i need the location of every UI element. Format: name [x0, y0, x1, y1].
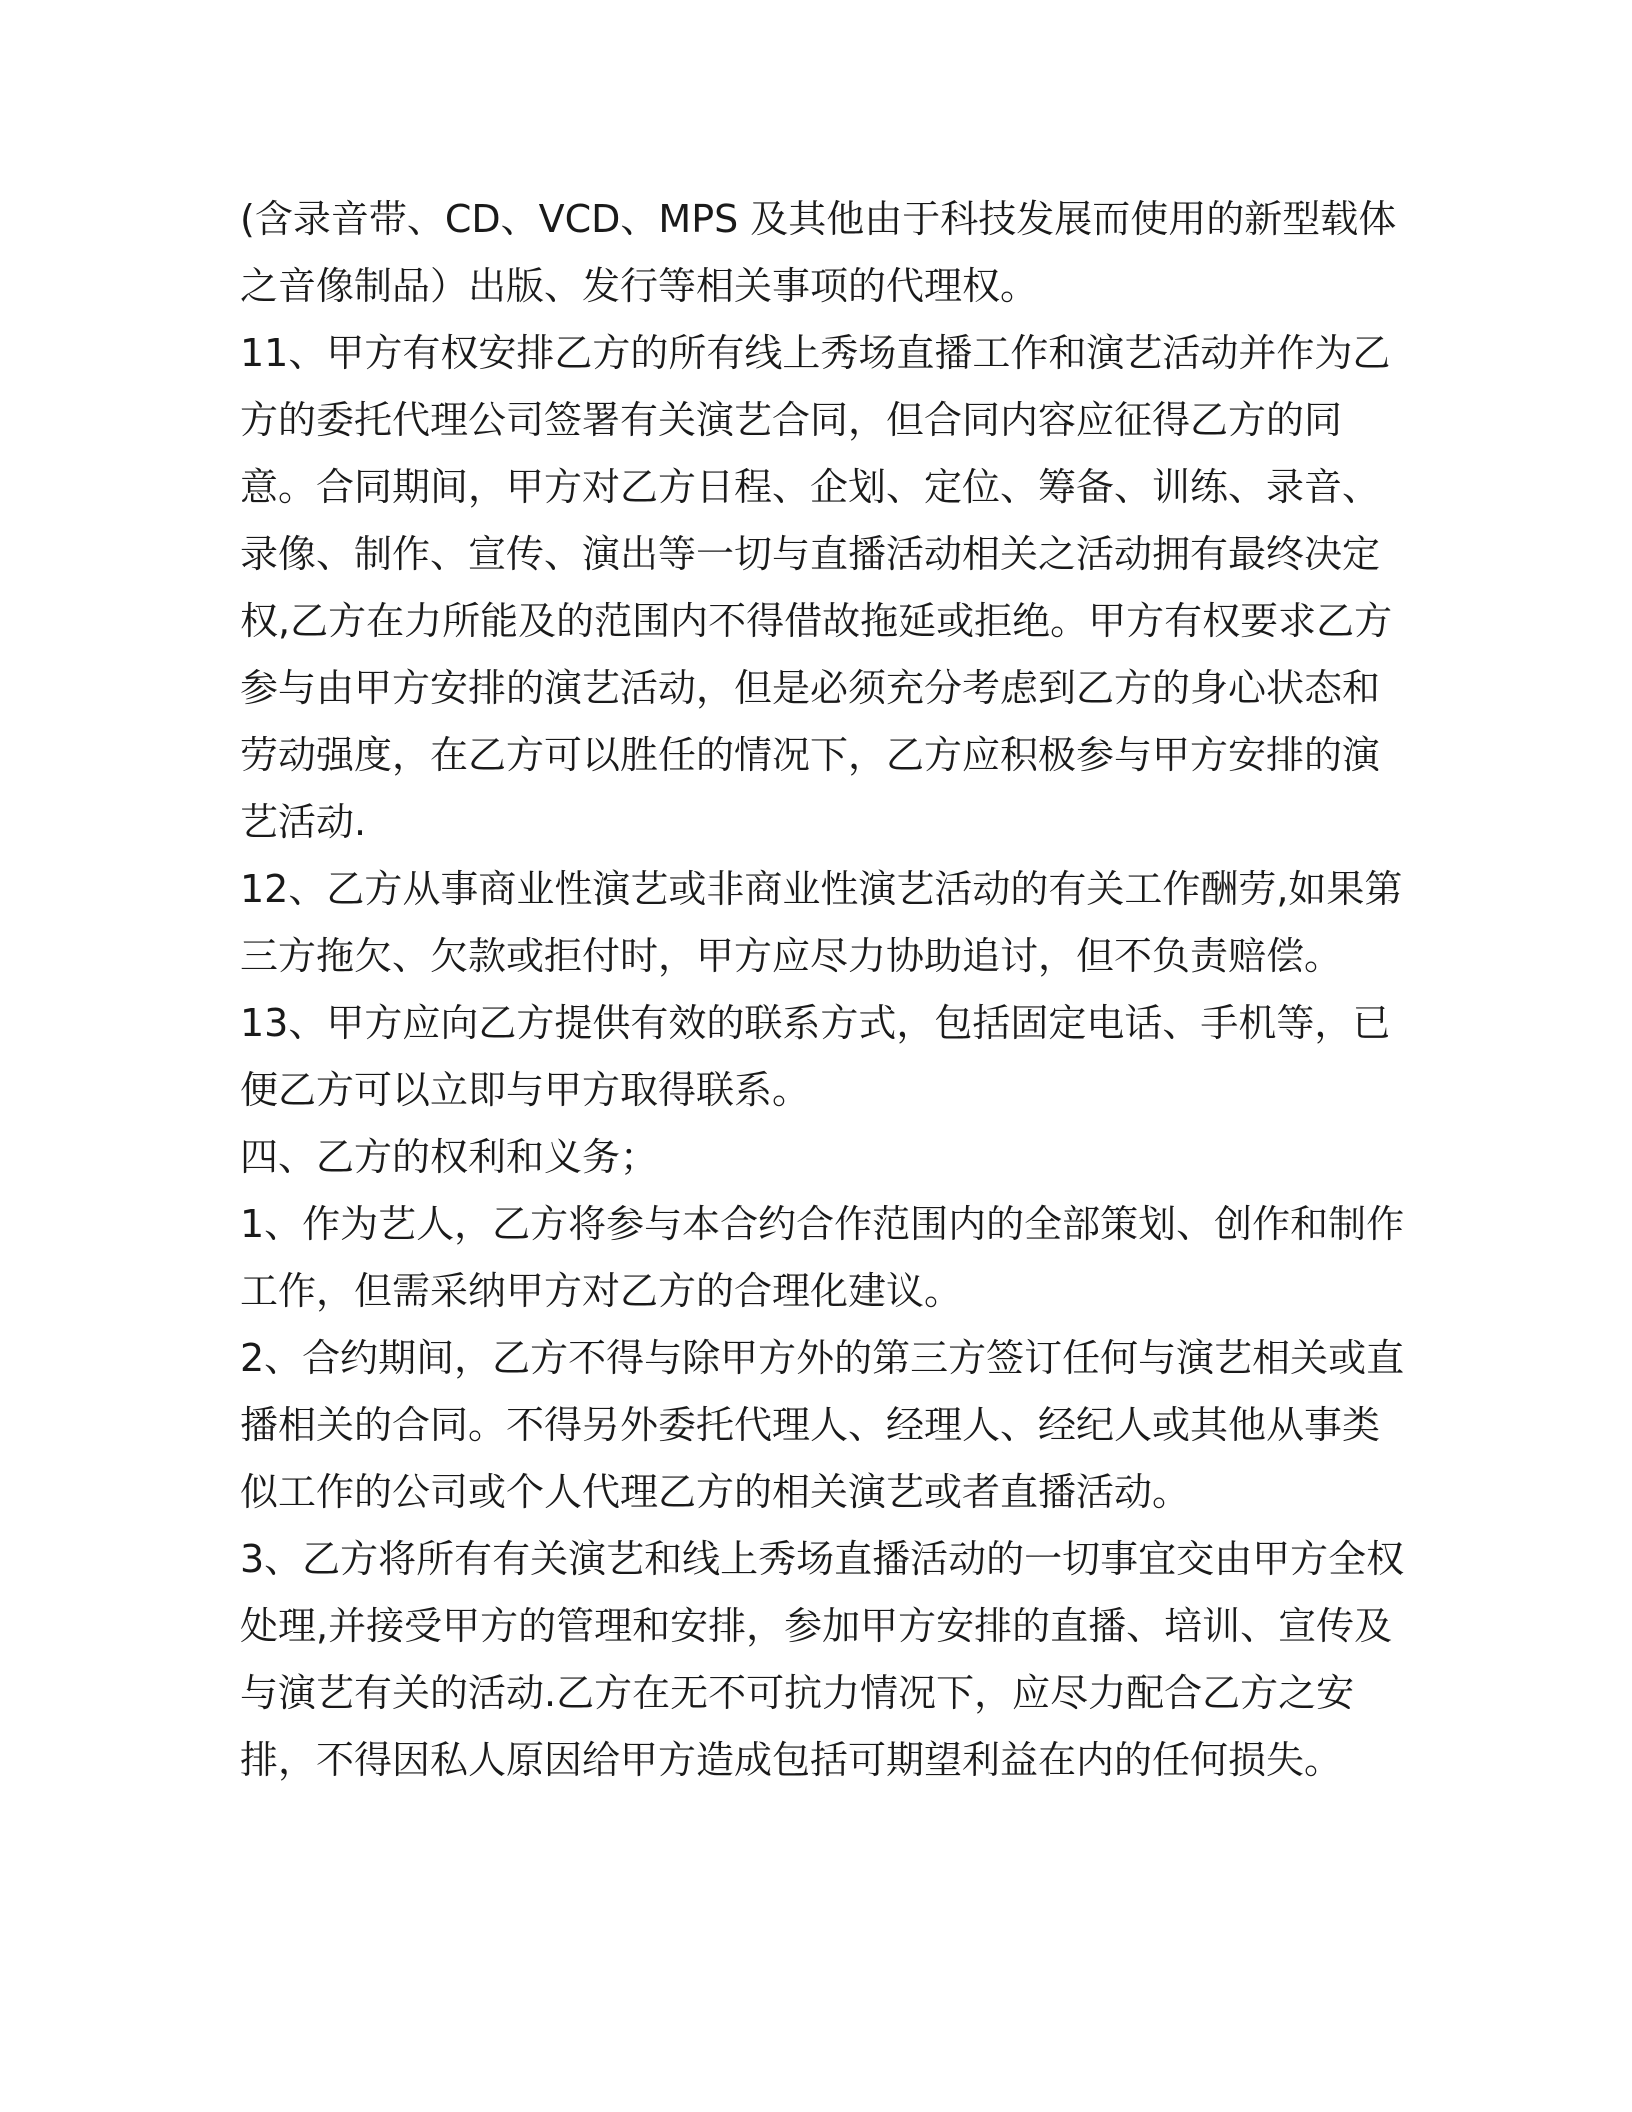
text-line: 便乙方可以立即与甲方取得联系。	[240, 1068, 811, 1112]
text-line: 与演艺有关的活动.乙方在无不可抗力情况下，应尽力配合乙方之安	[240, 1671, 1355, 1715]
text-line: 处理,并接受甲方的管理和安排，参加甲方安排的直播、培训、宣传及	[240, 1604, 1393, 1648]
text-line: 三方拖欠、欠款或拒付时，甲方应尽力协助追讨，但不负责赔偿。	[240, 934, 1343, 978]
text-line: (含录音带、CD、VCD、MPS 及其他由于科技发展而使用的新型载体	[240, 197, 1397, 241]
text-line: 13、甲方应向乙方提供有效的联系方式，包括固定电话、手机等，已	[240, 1001, 1391, 1045]
text-line: 权,乙方在力所能及的范围内不得借故拖延或拒绝。甲方有权要求乙方	[240, 599, 1393, 643]
text-line: 方的委托代理公司签署有关演艺合同，但合同内容应征得乙方的同	[240, 398, 1343, 442]
text-line: 艺活动.	[240, 800, 367, 844]
text-line: 12、乙方从事商业性演艺或非商业性演艺活动的有关工作酬劳,如果第	[240, 867, 1403, 911]
section-heading: 四、乙方的权利和义务；	[240, 1135, 659, 1179]
text-line: 录像、制作、宣传、演出等一切与直播活动相关之活动拥有最终决定	[240, 532, 1381, 576]
text-line: 似工作的公司或个人代理乙方的相关演艺或者直播活动。	[240, 1470, 1191, 1514]
text-line: 参与由甲方安排的演艺活动，但是必须充分考虑到乙方的身心状态和	[240, 666, 1381, 710]
text-line: 3、乙方将所有有关演艺和线上秀场直播活动的一切事宜交由甲方全权	[240, 1537, 1405, 1581]
text-line: 意。合同期间，甲方对乙方日程、企划、定位、筹备、训练、录音、	[240, 465, 1381, 509]
text-line: 2、合约期间，乙方不得与除甲方外的第三方签订任何与演艺相关或直	[240, 1336, 1405, 1380]
text-line: 11、甲方有权安排乙方的所有线上秀场直播工作和演艺活动并作为乙	[240, 331, 1391, 375]
text-line: 之音像制品）出版、发行等相关事项的代理权。	[240, 264, 1039, 308]
text-line: 1、作为艺人，乙方将参与本合约合作范围内的全部策划、创作和制作	[240, 1202, 1405, 1246]
document-body	[240, 186, 1405, 1794]
text-line: 工作，但需采纳甲方对乙方的合理化建议。	[240, 1269, 963, 1313]
text-line: 劳动强度，在乙方可以胜任的情况下，乙方应积极参与甲方安排的演	[240, 733, 1381, 777]
text-line: 播相关的合同。不得另外委托代理人、经理人、经纪人或其他从事类	[240, 1403, 1381, 1447]
text-line: 排，不得因私人原因给甲方造成包括可期望利益在内的任何损失。	[240, 1738, 1343, 1782]
